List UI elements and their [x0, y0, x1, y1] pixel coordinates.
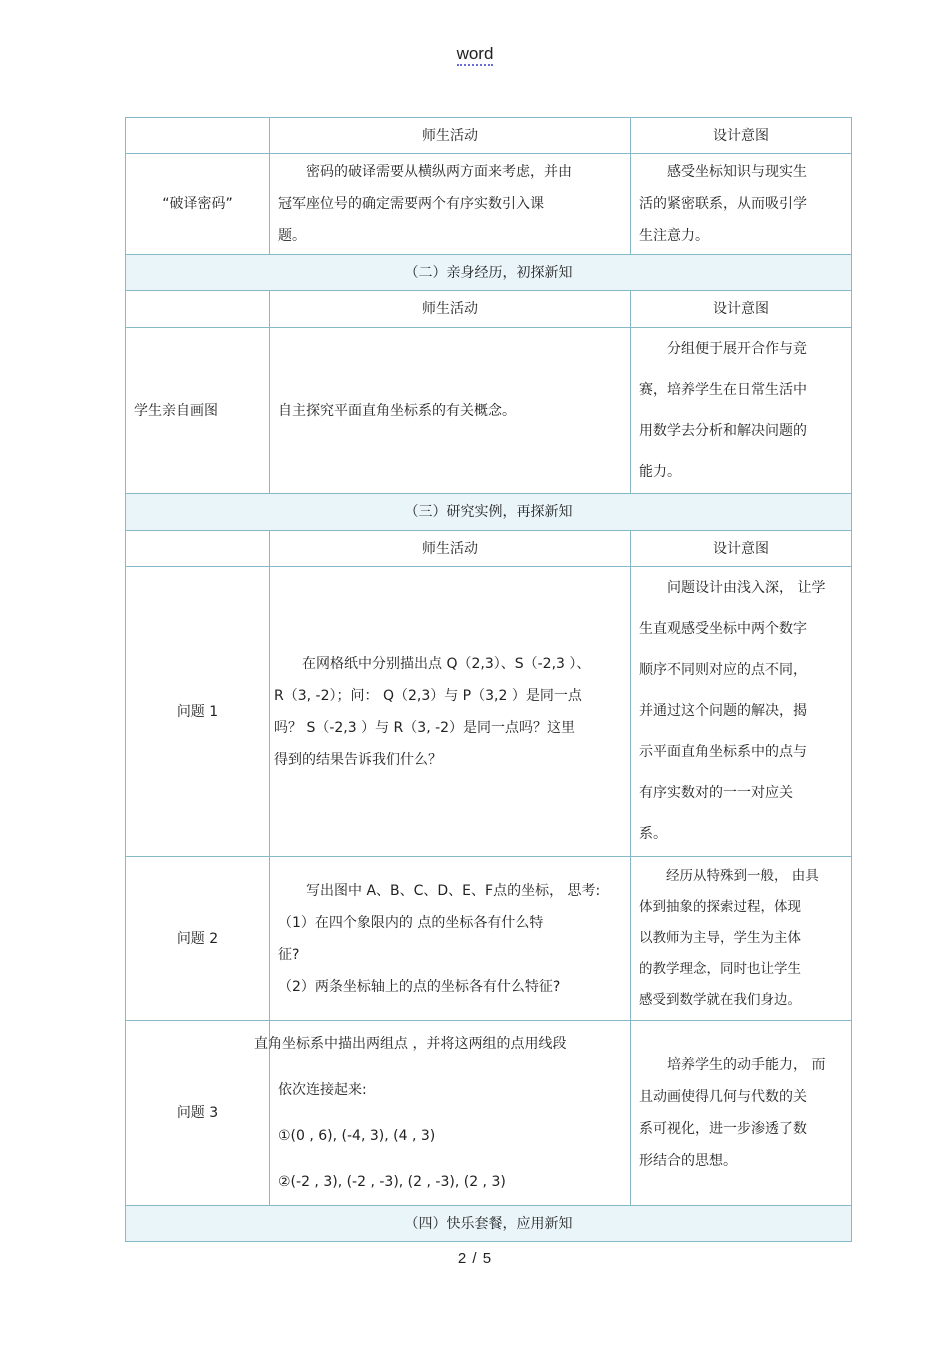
table-row — [126, 328, 852, 494]
intent-cell — [631, 154, 852, 255]
intent-line: 分组便于展开合作与竞 — [667, 340, 807, 357]
table-row — [126, 567, 852, 857]
intent-line: 形结合的思想。 — [639, 1153, 737, 1169]
intent-cell — [631, 1021, 852, 1206]
table-row — [126, 154, 852, 255]
activity-line: ①(0 , 6), (-4, 3), (4 , 3) — [278, 1128, 436, 1144]
intent-line: 的教学理念，同时也让学生 — [639, 961, 801, 977]
page-header — [0, 44, 950, 64]
intent-line: 活的紧密联系，从而吸引学 — [639, 196, 807, 212]
activity-cell: 自主探究平面直角坐标系的有关概念。 — [270, 328, 631, 494]
activity-line: 直角坐标系中描出两组点 ，并将这两组的点用线段 — [254, 1036, 567, 1052]
table-row — [126, 857, 852, 1021]
intent-line: 生直观感受坐标中两个数字 — [639, 621, 807, 637]
col-header-activity: 师生活动 — [270, 118, 631, 154]
intent-line: 用数学去分析和解决问题的 — [639, 422, 807, 439]
intent-line: 以教师为主导，学生为主体 — [639, 930, 801, 946]
table-row — [126, 1021, 852, 1206]
col-header-activity: 师生活动 — [270, 291, 631, 328]
activity-cell — [270, 154, 631, 255]
row-label-poyi: “破译密码” — [126, 154, 270, 255]
intent-line: 赛，培养学生在日常生活中 — [639, 381, 807, 398]
activity-cell — [270, 567, 631, 857]
section-row — [126, 494, 852, 531]
activity-line: 吗？ S（-2,3 ）与 R（3, -2）是同一点吗？这里 — [274, 719, 576, 736]
lesson-plan-table — [125, 117, 852, 1242]
table-header-row — [126, 118, 852, 154]
section-row — [126, 255, 852, 291]
activity-line: （2）两条坐标轴上的点的坐标各有什么特征? — [278, 978, 561, 995]
activity-line: 密码的破译需要从横纵两方面来考虑，并由 — [306, 164, 572, 180]
activity-line: 征? — [278, 946, 300, 963]
row-label-q3: 问题 3 — [126, 1021, 270, 1206]
intent-cell — [631, 857, 852, 1021]
intent-cell — [631, 328, 852, 494]
table-header-row — [126, 291, 852, 328]
intent-line: 且动画使得几何与代数的关 — [639, 1089, 807, 1105]
col-header-activity: 师生活动 — [270, 531, 631, 567]
page-number: 2 / 5 — [457, 1250, 493, 1267]
intent-line: 示平面直角坐标系中的点与 — [639, 744, 807, 760]
activity-line: （1）在四个象限内的 点的坐标各有什么特 — [278, 914, 544, 931]
activity-line: 写出图中 A、B、C、D、E、F点的坐标， 思考: — [306, 882, 601, 899]
section-title-2: （二）亲身经历，初探新知 — [126, 255, 852, 291]
activity-line: 在网格纸中分别描出点 Q（2,3）、S（-2,3 ）、 — [302, 655, 591, 672]
row-label-q1: 问题 1 — [126, 567, 270, 857]
row-label-huatu: 学生亲自画图 — [126, 328, 270, 494]
header-empty-cell — [126, 531, 270, 567]
intent-line: 生注意力。 — [639, 228, 709, 244]
intent-line: 培养学生的动手能力， 而 — [667, 1057, 826, 1073]
section-title-4: （四）快乐套餐，应用新知 — [126, 1206, 852, 1242]
intent-line: 能力。 — [639, 463, 681, 480]
section-title-3: （三）研究实例，再探新知 — [126, 494, 852, 531]
table-header-row — [126, 531, 852, 567]
col-header-intent: 设计意图 — [631, 531, 852, 567]
row-label-q2: 问题 2 — [126, 857, 270, 1021]
intent-line: 并通过这个问题的解决，揭 — [639, 703, 807, 719]
intent-line: 感受坐标知识与现实生 — [667, 164, 807, 180]
activity-line: 题。 — [278, 228, 306, 244]
activity-cell — [270, 857, 631, 1021]
header-empty-cell — [126, 118, 270, 154]
header-title: word — [457, 44, 494, 66]
activity-line: 依次连接起来: — [278, 1082, 367, 1098]
intent-line: 问题设计由浅入深， 让学 — [667, 580, 826, 596]
intent-line: 感受到数学就在我们身边。 — [639, 992, 801, 1008]
activity-line: 得到的结果告诉我们什么？ — [274, 751, 442, 768]
section-row — [126, 1206, 852, 1242]
intent-line: 系。 — [639, 826, 667, 842]
intent-line: 经历从特殊到一般， 由具 — [666, 868, 819, 884]
header-empty-cell — [126, 291, 270, 328]
intent-line: 体到抽象的探索过程，体现 — [639, 899, 801, 915]
intent-line: 有序实数对的一一对应关 — [639, 785, 793, 801]
activity-line: ②(-2 , 3), (-2 , -3), (2 , -3), (2 , 3) — [278, 1174, 506, 1190]
activity-line: 冠军座位号的确定需要两个有序实数引入课 — [278, 196, 544, 212]
intent-cell — [631, 567, 852, 857]
intent-line: 系可视化，进一步渗透了数 — [639, 1121, 807, 1137]
col-header-intent: 设计意图 — [631, 291, 852, 328]
activity-cell — [254, 1021, 631, 1206]
col-header-intent: 设计意图 — [631, 118, 852, 154]
activity-line: R（3, -2）；问： Q（2,3）与 P（3,2 ）是同一点 — [274, 687, 582, 704]
intent-line: 顺序不同则对应的点不同， — [639, 662, 807, 678]
